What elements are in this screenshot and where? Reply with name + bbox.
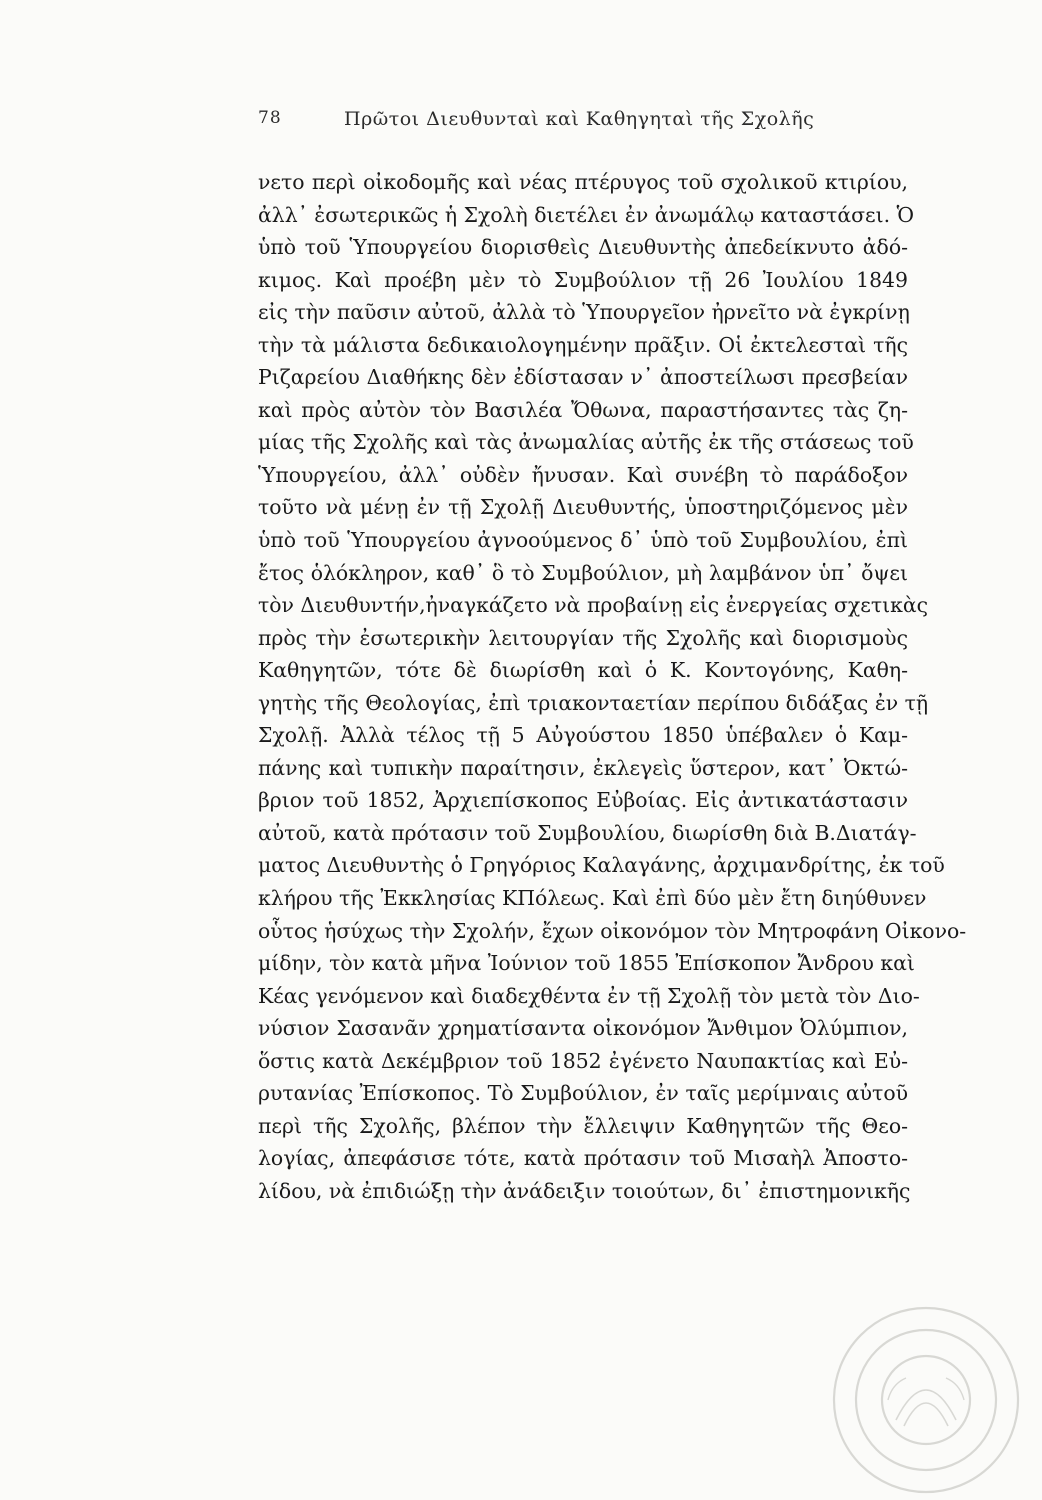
text-line: τὴν τὰ μάλιστα δεδικαιολογημένην πρᾶξιν. Οἱ ἐκτελεσταὶ τῆς (258, 332, 908, 357)
body-text (258, 166, 967, 1208)
library-seal-stamp (826, 1300, 1026, 1500)
page-number: 78 (258, 108, 282, 128)
text-line: ἀλλ᾽ ἐσωτερικῶς ἡ Σχολὴ διετέλει ἐν ἀνωμάλῳ καταστάσει. Ὁ (258, 202, 915, 227)
text-line: κιμος. Καὶ προέβη μὲν τὸ Συμβούλιον τῇ 26 Ἰουλίου 1849 (258, 267, 908, 292)
text-line: αὐτοῦ, κατὰ πρότασιν τοῦ Συμβουλίου, διωρίσθη διὰ Β.Διατάγ- (258, 820, 917, 845)
text-line: ὑπὸ τοῦ Ὑπουργείου διορισθεὶς Διευθυντὴς ἀπεδείκνυτο ἀδό- (258, 235, 908, 260)
running-head: Πρῶτοι Διευθυνταὶ καὶ Καθηγηταὶ τῆς Σχολῆς (344, 108, 815, 130)
text-line: Ριζαρείου Διαθήκης δὲν ἐδίστασαν ν᾽ ἀποστείλωσι πρεσβείαν (258, 365, 908, 390)
text-line: βριον τοῦ 1852, Ἀρχιεπίσκοπος Εὐβοίας. Εἰς ἀντικατάστασιν (258, 788, 908, 813)
text-line: Καθηγητῶν, τότε δὲ διωρίσθη καὶ ὁ Κ. Κοντογόνης, Καθη- (258, 658, 908, 683)
text-line: καὶ πρὸς αὐτὸν τὸν Βασιλέα Ὄθωνα, παραστήσαντες τὰς ζη- (258, 397, 908, 422)
text-line: μίδην, τὸν κατὰ μῆνα Ἰούνιον τοῦ 1855 Ἐπίσκοπον Ἄνδρου καὶ (258, 951, 915, 976)
text-line: γητὴς τῆς Θεολογίας, ἐπὶ τριακονταετίαν περίπου διδάξας ἐν τῇ (258, 690, 929, 715)
text-line: κλήρου τῆς Ἐκκλησίας ΚΠόλεως. Καὶ ἐπὶ δύο μὲν ἔτη διηύθυνεν (258, 886, 927, 911)
text-line: ἔτος ὁλόκληρον, καθ᾽ ὃ τὸ Συμβούλιον, μὴ λαμβάνον ὑπ᾽ ὄψει (258, 560, 908, 585)
text-line: ματος Διευθυντὴς ὁ Γρηγόριος Καλαγάνης, ἀρχιμανδρίτης, ἐκ τοῦ (258, 853, 945, 878)
text-line: ὑπὸ τοῦ Ὑπουργείου ἀγνοούμενος δ᾽ ὑπὸ τοῦ Συμβουλίου, ἐπὶ (258, 528, 908, 553)
text-line: οὗτος ἡσύχως τὴν Σχολήν, ἔχων οἰκονόμον τὸν Μητροφάνη Οἰκονο- (258, 918, 967, 943)
page-header (258, 108, 958, 138)
text-line: πρὸς τὴν ἐσωτερικὴν λειτουργίαν τῆς Σχολῆς καὶ διορισμοὺς (258, 625, 908, 650)
text-line: πάνης καὶ τυπικὴν παραίτησιν, ἐκλεγεὶς ὕστερον, κατ᾽ Ὀκτώ- (258, 755, 908, 780)
text-line: μίας τῆς Σχολῆς καὶ τὰς ἀνωμαλίας αὐτῆς ἐκ τῆς στάσεως τοῦ (258, 430, 914, 455)
text-line: Σχολῇ. Ἀλλὰ τέλος τῇ 5 Αὐγούστου 1850 ὑπέβαλεν ὁ Καμ- (258, 723, 908, 748)
text-line: λογίας, ἀπεφάσισε τότε, κατὰ πρότασιν τοῦ Μισαὴλ Ἀποστο- (258, 1146, 908, 1171)
text-line: τοῦτο νὰ μένῃ ἐν τῇ Σχολῇ Διευθυντής, ὑποστηριζόμενος μὲν (258, 495, 908, 520)
text-line: Κέας γενόμενον καὶ διαδεχθέντα ἐν τῇ Σχολῇ τὸν μετὰ τὸν Διο- (258, 983, 920, 1008)
text-line: Ὑπουργείου, ἀλλ᾽ οὐδὲν ἤνυσαν. Καὶ συνέβη τὸ παράδοξον (258, 462, 908, 487)
text-line: ὅστις κατὰ Δεκέμβριον τοῦ 1852 ἐγένετο Ναυπακτίας καὶ Εὐ- (258, 1048, 908, 1073)
text-line: λίδου, νὰ ἐπιδιώξῃ τὴν ἀνάδειξιν τοιούτων, δι᾽ ἐπιστημονικῆς (258, 1178, 911, 1203)
text-line: εἰς τὴν παῦσιν αὐτοῦ, ἀλλὰ τὸ Ὑπουργεῖον ἠρνεῖτο νὰ ἐγκρίνῃ (258, 300, 910, 325)
text-line: νετο περὶ οἰκοδομῆς καὶ νέας πτέρυγος τοῦ σχολικοῦ κτιρίου, (258, 170, 908, 194)
text-line: ρυτανίας Ἐπίσκοπος. Τὸ Συμβούλιον, ἐν ταῖς μερίμναις αὐτοῦ (258, 1081, 908, 1106)
text-line: τὸν Διευθυντήν,ἠναγκάζετο νὰ προβαίνῃ εἰς ἐνεργείας σχετικὰς (258, 593, 929, 618)
text-line: περὶ τῆς Σχολῆς, βλέπον τὴν ἔλλειψιν Καθηγητῶν τῆς Θεο- (258, 1113, 908, 1138)
text-line: νύσιον Σασανᾶν χρηματίσαντα οἰκονόμον Ἄνθιμον Ὀλύμπιον, (258, 1016, 908, 1041)
